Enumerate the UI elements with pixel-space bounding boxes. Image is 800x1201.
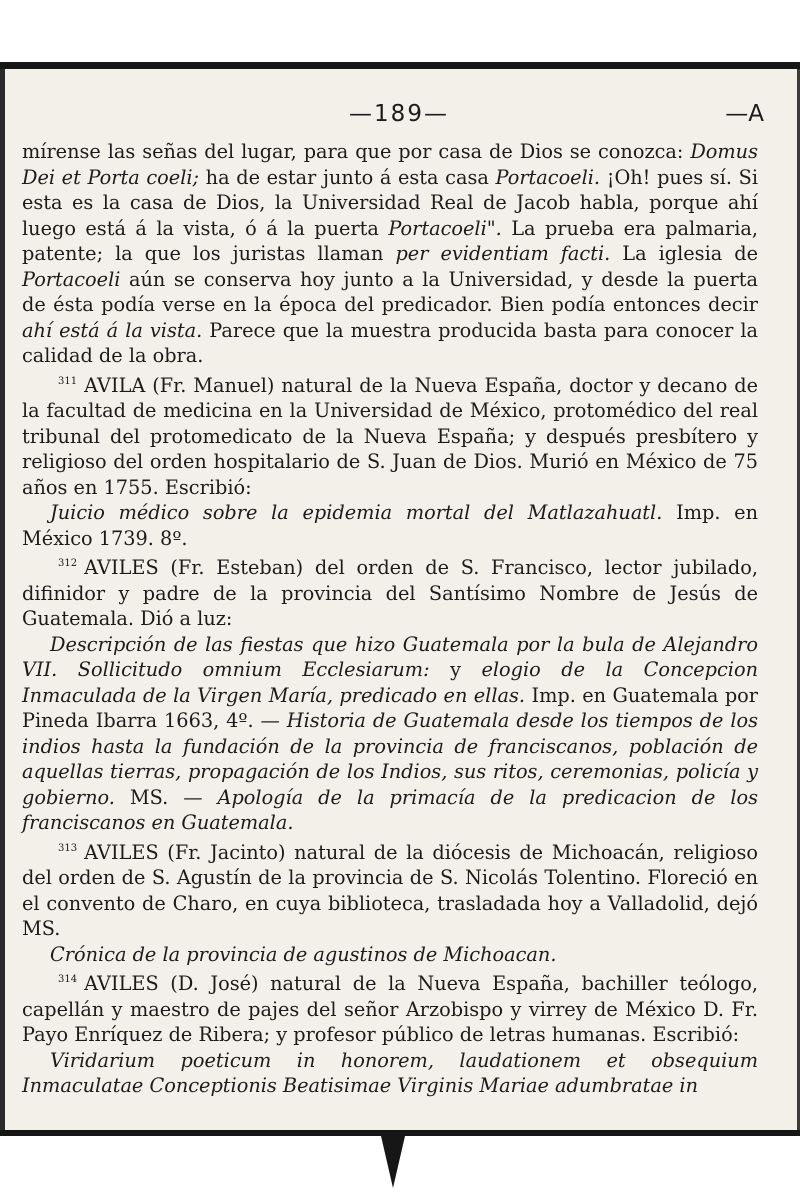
page-top-margin: [0, 0, 800, 62]
entry-314-works: Viridarium poeticum in honorem, laudationem et obsequium Inmaculatae Conceptionis Beatisimae Virginis Mariae adumbratae in: [22, 1048, 758, 1097]
entry-311: $^{311}$ AVILA (Fr. Manuel) natural de la Nueva España, doctor y decano de la facultad de medicina en la Universidad de México, protomédico del real tribunal del protomedicato de la Nueva España; y después presbítero y religioso del orden hospitalario de S. Juan de Dios. Murió en México de 75 años en 1755. Escribió:: [22, 373, 758, 499]
binding-triangle-mark: [381, 1136, 405, 1188]
left-edge-shadow: [0, 69, 5, 1130]
entry-number: 313: [58, 842, 78, 854]
entry-number: 314: [58, 974, 78, 985]
entry-312-works: Descripción de las fiestas que hizo Guatemala por la bula de Alejandro VII. Sollicitudo omnium Ecclesiarum: y elogio de la Concepcion Inmaculada de la Virgen María, predicado en ellas. Imp. en Guatemala por Pineda Ibarra 1663, 4º. — Historia de Guatemala desde los tiempos de los indios hasta la fundación de la provincia de franciscanos, población de aquellas tierras, propagación de los Indios, sus ritos, ceremonias, policía y gobierno. MS. — Apología de la primacía de la predicacion de los franciscanos en Guatemala.: [22, 632, 759, 834]
entry-314: $^{314}$ AVILES (D. José) natural de la Nueva España, bachiller teólogo, capellán y maestro de pajes del señor Arzobispo y virrey de México D. Fr. Payo Enríquez de Ribera; y profesor público de letras humanas. Escribió:: [22, 972, 758, 1046]
entry-313: $^{313}$ AVILES (Fr. Jacinto) natural de la diócesis de Michoacán, religioso del orden de S. Agustín de la provincia de S. Nicolás Tolentino. Floreció en el convento de Charo, en cuya biblioteca, trasladada hoy a Valladolid, dejó MS.: [22, 840, 758, 940]
entry-number: 312: [58, 558, 78, 569]
signature-mark: —A: [725, 101, 764, 127]
entry-313-works: Crónica de la provincia de agustinos de Michoacan.: [50, 942, 557, 966]
entry-311-works: Juicio médico sobre la epidemia mortal del Matlazahuatl. Imp. en México 1739. 8º.: [22, 501, 758, 550]
page-number: —189—: [349, 101, 449, 127]
entry-312: $^{312}$ AVILES (Fr. Esteban) del orden de S. Francisco, lector jubilado, difinidor y padre de la provincia del Santísimo Nombre de Jesús de Guatemala. Dió a luz:: [22, 556, 758, 630]
book-page: [22, 69, 776, 1130]
continuation-paragraph: mírense las señas del lugar, para que por casa de Dios se conozca: Domus Dei et Porta coeli; ha de estar junto á esta casa Portacoeli. ¡Oh! pues sí. Si esta es la casa de Dios, la Universidad Real de Jacob habla, porque ahí luego está á la vista, ó á la puerta Portacoeli". La prueba era palmaria, patente; la que los juristas llaman per evidentiam facti. La iglesia de Portacoeli aún se conserva hoy junto a la Universidad, y desde la puerta de ésta podía verse en la época del predicador. Bien podía entonces decir ahí está á la vista. Parece que la muestra producida basta para conocer la calidad de la obra.: [22, 140, 758, 367]
body-text: [22, 139, 776, 1099]
entry-number: 311: [58, 375, 78, 387]
top-border-rule: [0, 62, 800, 69]
running-header: [22, 69, 776, 139]
